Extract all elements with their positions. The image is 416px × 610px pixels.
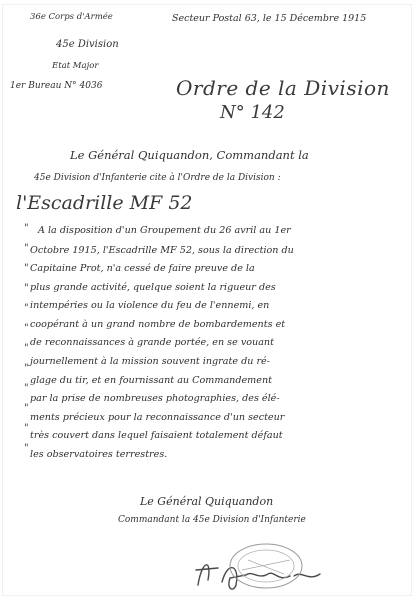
body-line: intempéries ou la violence du feu de l'ennemi, en (30, 300, 270, 311)
body-line: glage du tir, et en fournissant au Commandement (30, 375, 272, 386)
quote-mark: " (24, 383, 29, 394)
body-line: coopérant à un grand nombre de bombardements et (30, 319, 286, 330)
quote-mark: " (24, 323, 29, 334)
order-number: N° 142 (220, 102, 285, 123)
document-title: Ordre de la Division (176, 76, 390, 100)
quote-mark: " (24, 263, 29, 274)
signature-name: Le Général Quiquandon (140, 495, 274, 508)
body-line: A la disposition d'un Groupement du 26 avril au 1er (38, 225, 291, 236)
handwritten-signature (178, 530, 348, 610)
quote-mark: " (24, 343, 29, 354)
header-bureau: 1er Bureau N° 4036 (10, 81, 103, 91)
intro-line-1: Le Général Quiquandon, Commandant la (70, 148, 309, 162)
body-line: de reconnaissances à grande portée, en se vouant (30, 337, 274, 348)
signature-title: Commandant la 45e Division d'Infanterie (118, 515, 306, 525)
header-date: Secteur Postal 63, le 15 Décembre 1915 (172, 13, 367, 24)
body-line: les observatoires terrestres. (30, 449, 168, 460)
intro-line-2: 45e Division d'Infanterie cite à l'Ordre de la Division : (34, 173, 281, 183)
body-line: plus grande activité, quelque soient la rigueur des (30, 282, 276, 293)
quote-mark: " (24, 243, 29, 254)
body-line: par la prise de nombreuses photographies, des élé- (30, 393, 280, 404)
body-line: ments précieux pour la reconnaissance d'un secteur (30, 412, 285, 423)
body-line: Capitaine Prot, n'a cessé de faire preuve de la (30, 263, 255, 274)
quote-mark: " (24, 443, 29, 454)
unit-name: l'Escadrille MF 52 (16, 192, 193, 214)
quote-mark: " (24, 403, 29, 414)
body-line: journellement à la mission souvent ingrate du ré- (30, 356, 270, 367)
header-etat-major: Etat Major (52, 61, 99, 71)
header-division: 45e Division (56, 39, 119, 50)
quote-mark: " (24, 303, 29, 314)
quote-mark: " (24, 283, 29, 294)
quote-mark: " (24, 223, 29, 234)
quote-mark: " (24, 423, 29, 434)
quote-mark: " (24, 363, 29, 374)
body-line: Octobre 1915, l'Escadrille MF 52, sous la direction du (30, 245, 294, 256)
body-line: très couvert dans lequel faisaient totalement défaut (30, 430, 283, 441)
header-corps: 36e Corps d'Armée (30, 12, 113, 22)
